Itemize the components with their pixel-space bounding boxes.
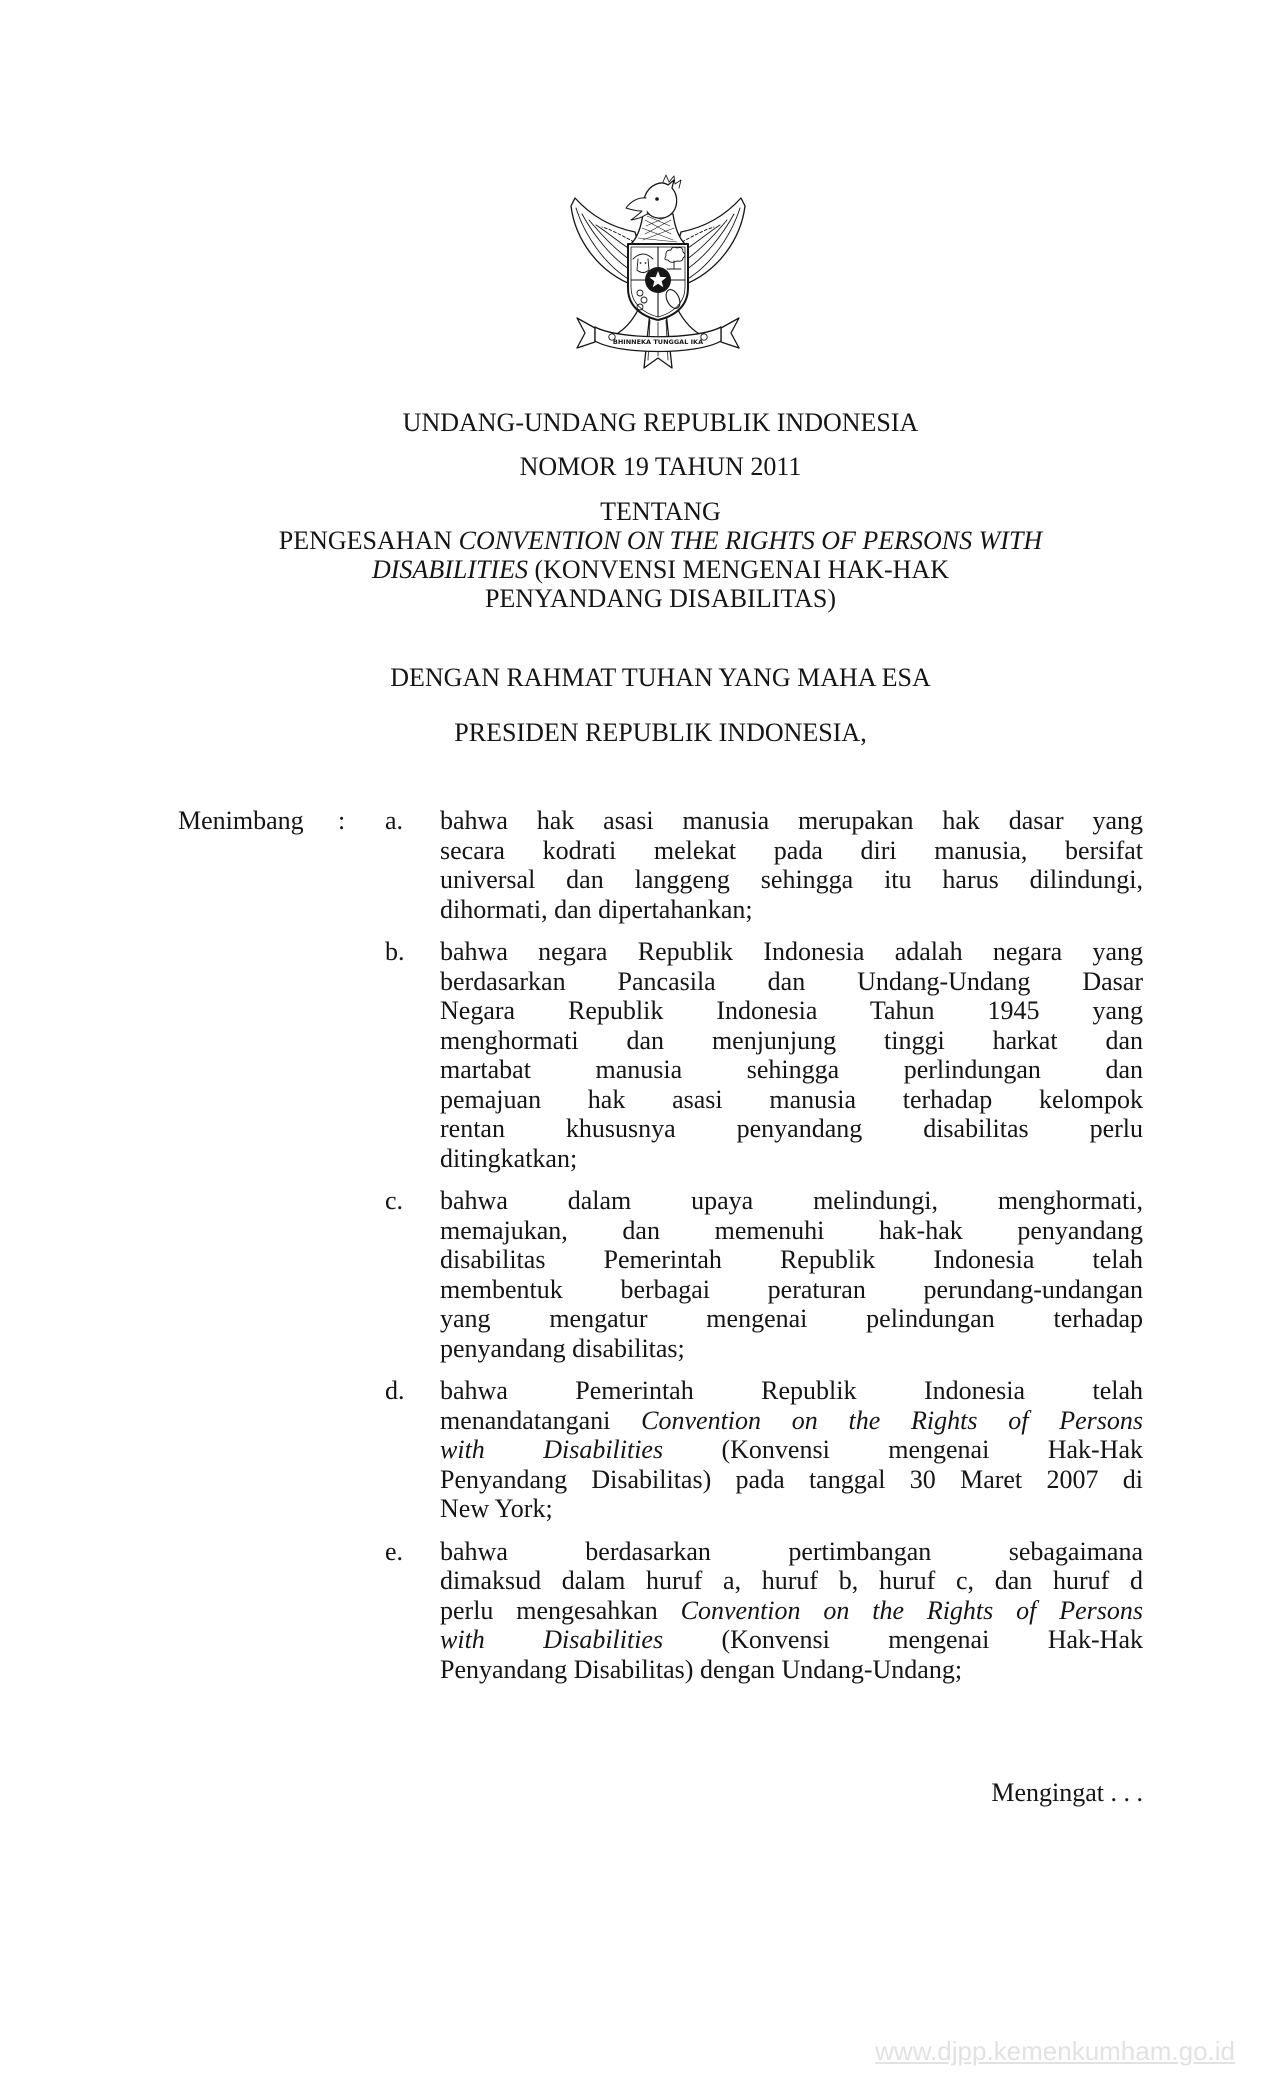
text-segment: CONVENTION ON THE RIGHTS OF PERSONS WITH — [458, 526, 1043, 555]
item-text — [440, 1537, 1143, 1685]
catchword-mengingat: Mengingat . . . — [991, 1778, 1143, 1807]
text-line — [440, 865, 1143, 895]
text-line — [440, 967, 1143, 997]
text-line — [440, 895, 1143, 925]
considering-item-e — [385, 1537, 1143, 1685]
text-segment: PENYANDANG DISABILITAS) — [484, 584, 837, 613]
considering-item-c — [385, 1186, 1143, 1363]
considering-colon: : — [338, 806, 346, 835]
text-line — [440, 1055, 1143, 1085]
garuda-head — [626, 175, 681, 220]
considering-item-b — [385, 937, 1143, 1173]
text-line — [440, 937, 1143, 967]
document-title-line-1: UNDANG-UNDANG REPUBLIK INDONESIA — [402, 408, 919, 437]
text-line — [440, 1494, 1143, 1524]
text-line — [440, 1435, 1143, 1465]
text-segment: dihormati, dan dipertahankan; — [440, 894, 753, 924]
subject-line-3 — [178, 584, 1143, 613]
text-segment: menandatangani — [440, 1405, 642, 1435]
text-segment: rentan khususnya penyandang disabilitas perlu — [440, 1114, 1143, 1143]
considering-items — [385, 806, 1143, 1684]
text-segment: berdasarkan Pancasila dan Undang-Undang Dasar — [440, 966, 1143, 996]
text-segment: penyandang disabilitas; — [440, 1333, 685, 1363]
text-segment: (Konvensi mengenai Hak-Hak — [663, 1435, 1143, 1464]
pancasila-shield — [628, 244, 688, 320]
text-line — [440, 1406, 1143, 1436]
text-segment: New York; — [440, 1494, 553, 1523]
considering-item-d — [385, 1376, 1143, 1524]
text-line — [440, 1245, 1143, 1275]
text-segment: universal dan langgeng sehingga itu harus dilindungi, — [440, 865, 1143, 894]
text-line — [440, 996, 1143, 1026]
text-segment: yang mengatur mengenai pelindungan terhadap — [440, 1304, 1143, 1333]
item-letter: d. — [385, 1376, 405, 1405]
item-text — [440, 1186, 1143, 1363]
text-segment: bahwa negara Republik Indonesia adalah negara yang — [440, 937, 1143, 966]
text-line — [440, 1304, 1143, 1334]
considering-section — [178, 806, 1143, 1684]
subject-line-1 — [178, 526, 1143, 555]
text-segment: Penyandang Disabilitas) dengan Undang-Undang; — [440, 1654, 963, 1684]
text-segment: with Disabilities — [440, 1435, 664, 1464]
text-line — [440, 1376, 1143, 1406]
item-letter: e. — [385, 1536, 404, 1566]
considering-label: Menimbang — [178, 806, 304, 835]
authority-line: PRESIDEN REPUBLIK INDONESIA, — [454, 718, 867, 747]
text-line — [440, 1144, 1143, 1174]
text-line — [440, 1114, 1143, 1144]
text-segment: bahwa Pemerintah Republik Indonesia telah — [440, 1376, 1143, 1405]
item-letter: a. — [385, 806, 404, 835]
document-number-line: NOMOR 19 TAHUN 2011 — [519, 452, 802, 481]
text-line — [440, 1625, 1143, 1655]
text-segment: memajukan, dan memenuhi hak-hak penyandang — [440, 1215, 1143, 1245]
garuda-right-leg — [677, 308, 703, 336]
text-segment: bahwa berdasarkan pertimbangan sebagaimana — [440, 1536, 1143, 1566]
item-text — [440, 806, 1143, 924]
text-segment: ditingkatkan; — [440, 1143, 578, 1173]
text-line — [440, 1655, 1143, 1685]
text-line — [440, 806, 1143, 836]
text-segment: DISABILITIES — [372, 555, 528, 584]
garuda-pancasila-drawing — [567, 172, 749, 374]
text-segment: disabilitas Pemerintah Republik Indonesia telah — [440, 1245, 1143, 1274]
text-line — [440, 1537, 1143, 1567]
text-segment: PENGESAHAN — [278, 526, 459, 555]
text-line — [440, 1085, 1143, 1115]
text-segment: Penyandang Disabilitas) pada tanggal 30 Maret 2007 di — [440, 1464, 1143, 1494]
invocation-line: DENGAN RAHMAT TUHAN YANG MAHA ESA — [390, 663, 931, 692]
text-line — [440, 836, 1143, 866]
text-line — [440, 1216, 1143, 1246]
text-segment: (Konvensi mengenai Hak-Hak — [663, 1625, 1143, 1654]
text-segment: menghormati dan menjunjung tinggi harkat dan — [440, 1025, 1143, 1055]
emblem-motto-text: BHINNEKA TUNGGAL IKA — [612, 338, 704, 346]
considering-item-a — [385, 806, 1143, 924]
item-text — [440, 1376, 1143, 1524]
garuda-pancasila-emblem — [567, 172, 749, 374]
text-line — [440, 1186, 1143, 1216]
text-segment: Convention on the Rights of Persons — [680, 1595, 1143, 1625]
text-segment: Convention on the Rights of Persons — [641, 1405, 1143, 1435]
text-line — [440, 1566, 1143, 1596]
garuda-left-leg — [613, 308, 639, 336]
text-line — [440, 1334, 1143, 1364]
item-letter: c. — [385, 1186, 404, 1215]
text-segment: bahwa hak asasi manusia merupakan hak dasar yang — [440, 806, 1143, 835]
item-letter: b. — [385, 937, 405, 966]
text-segment: dimaksud dalam huruf a, huruf b, huruf c, dan huruf d — [440, 1566, 1143, 1595]
text-line — [440, 1026, 1143, 1056]
text-segment: with Disabilities — [440, 1625, 664, 1654]
text-line — [440, 1275, 1143, 1305]
item-text — [440, 937, 1143, 1173]
text-line — [440, 1596, 1143, 1626]
tentang-label: TENTANG — [600, 497, 721, 526]
text-segment: perlu mengesahkan — [440, 1595, 681, 1625]
text-segment: membentuk berbagai peraturan perundang-undangan — [440, 1274, 1143, 1304]
subject-line-2 — [178, 555, 1143, 584]
text-segment: pemajuan hak asasi manusia terhadap kelompok — [440, 1084, 1143, 1114]
document-subject — [178, 526, 1143, 613]
text-segment: (KONVENSI MENGENAI HAK-HAK — [527, 555, 949, 584]
watermark-url: www.djpp.kemenkumham.go.id — [875, 2036, 1235, 2066]
text-line — [440, 1465, 1143, 1495]
text-segment: Negara Republik Indonesia Tahun 1945 yang — [440, 996, 1143, 1025]
text-segment: secara kodrati melekat pada diri manusia, bersifat — [440, 835, 1143, 865]
text-segment: bahwa dalam upaya melindungi, menghormati, — [440, 1186, 1143, 1215]
text-segment: martabat manusia sehingga perlindungan dan — [440, 1055, 1143, 1084]
